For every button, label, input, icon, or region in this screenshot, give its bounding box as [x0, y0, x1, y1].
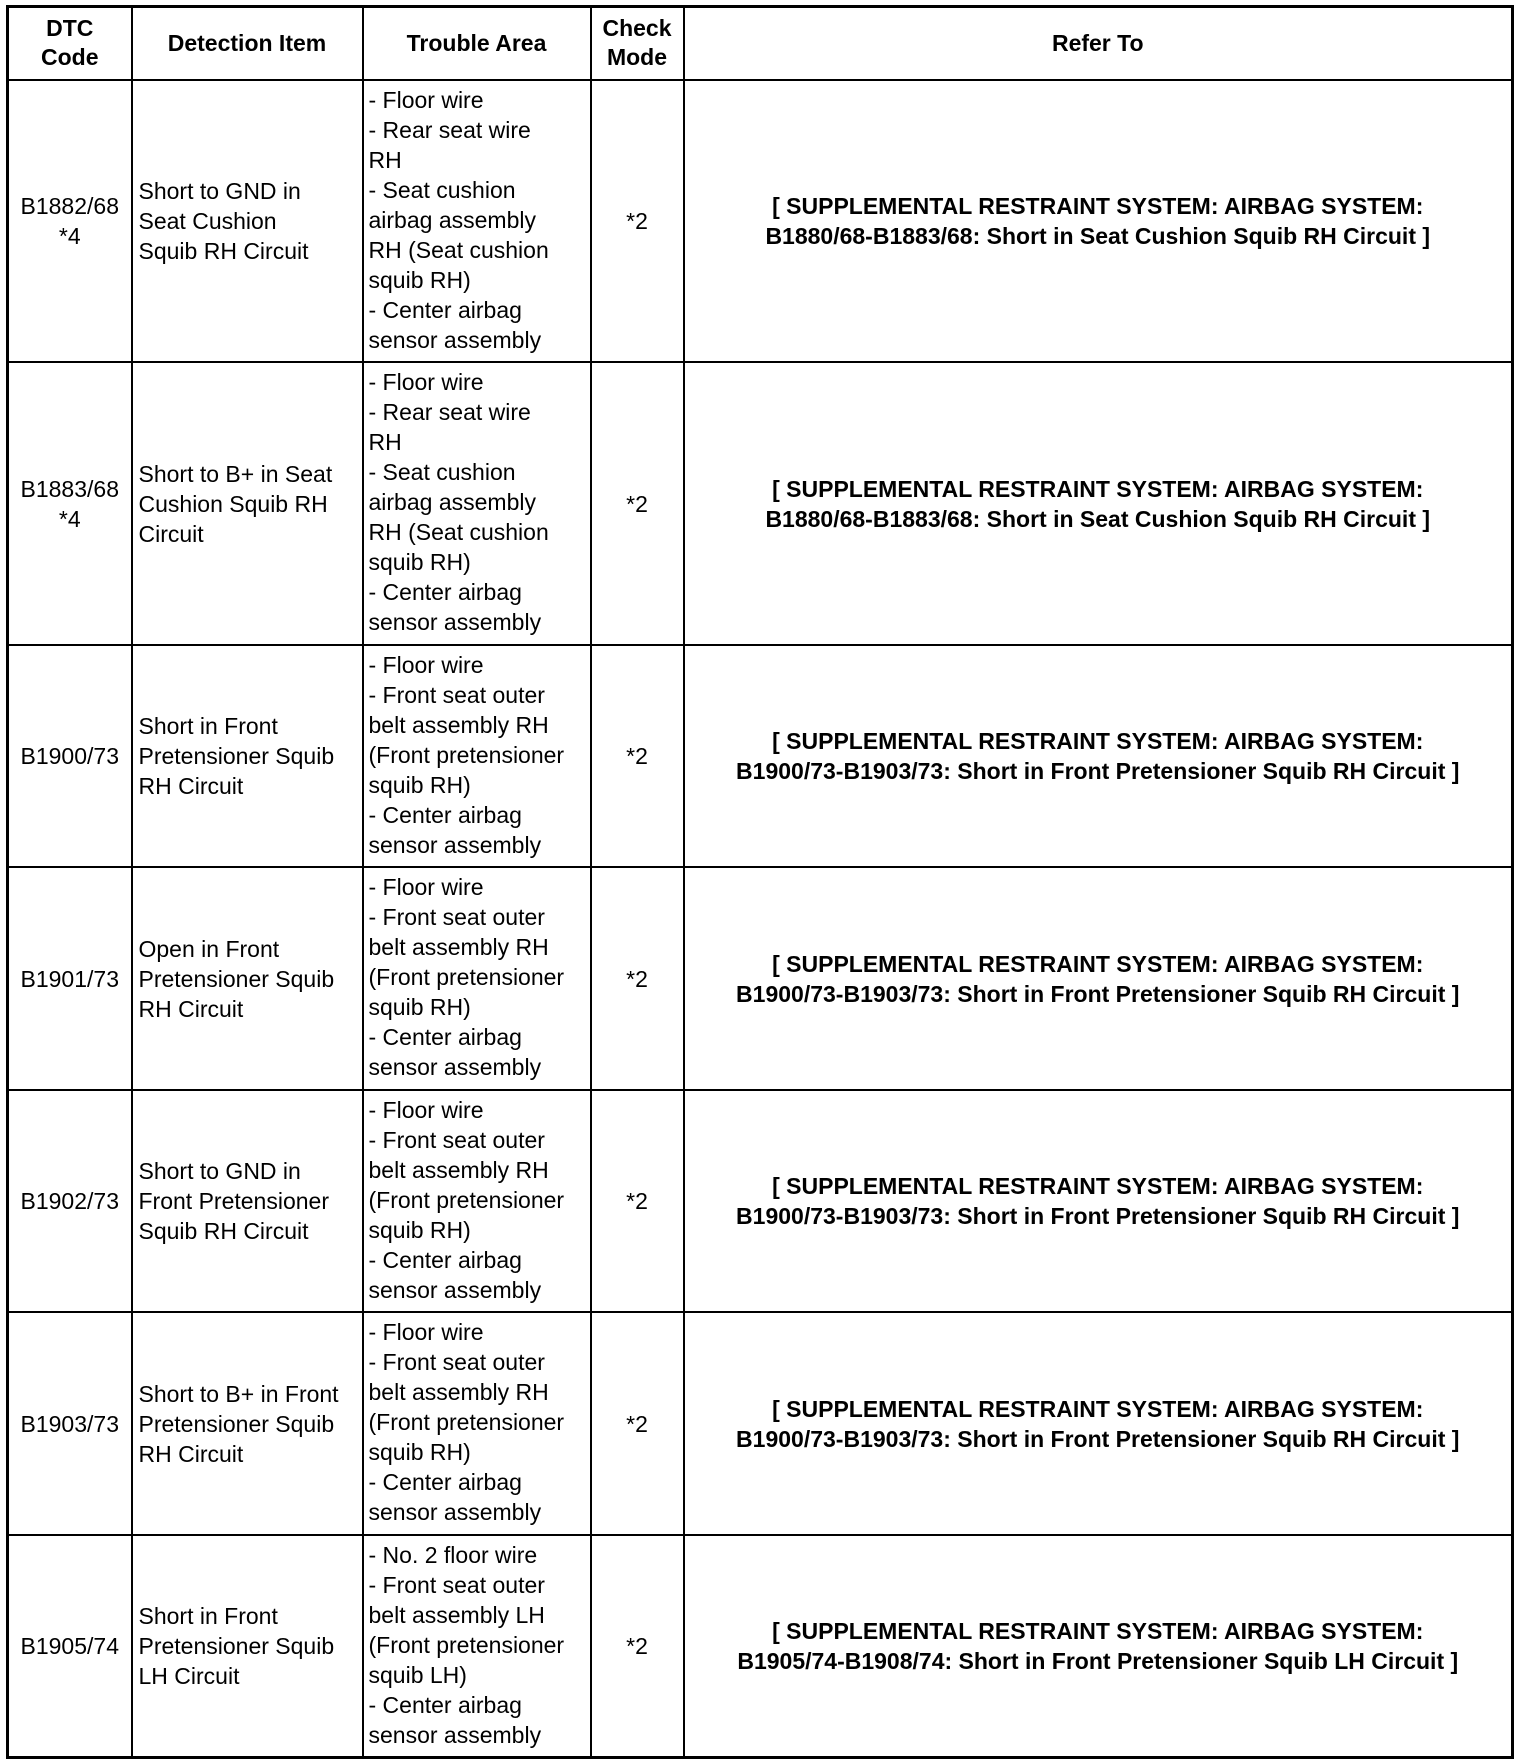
- detection-item-line: Short to B+ in Seat: [138, 460, 333, 487]
- detection-item-line: Pretensioner Squib: [138, 1410, 335, 1437]
- refer-to-line: B1880/68-B1883/68: Short in Seat Cushion Squib RH Circuit ]: [765, 505, 1431, 532]
- trouble-area-line: sensor assembly: [368, 326, 542, 353]
- trouble-area-line: belt assembly LH: [368, 1601, 545, 1628]
- trouble-area-line: - Center airbag: [368, 1691, 522, 1718]
- dtc-code-note: *4: [58, 505, 81, 532]
- trouble-area-line: - No. 2 floor wire: [368, 1541, 538, 1568]
- trouble-area-line: - Center airbag: [368, 296, 522, 323]
- dtc-code-cell: [8, 867, 132, 1090]
- trouble-area-line: - Floor wire: [368, 86, 484, 113]
- trouble-area-line: - Center airbag: [368, 801, 522, 828]
- trouble-area-line: - Center airbag: [368, 579, 522, 606]
- trouble-area-line: - Front seat outer: [368, 1126, 545, 1153]
- check-mode-cell: *2: [591, 867, 684, 1090]
- detection-item-line: RH Circuit: [138, 773, 244, 800]
- dtc-code: B1902/73: [20, 1188, 119, 1215]
- trouble-area-line: - Floor wire: [368, 369, 484, 396]
- trouble-area-line: - Center airbag: [368, 1469, 522, 1496]
- trouble-area-line: - Center airbag: [368, 1246, 522, 1273]
- trouble-area-cell: [363, 645, 591, 868]
- check-mode-cell: *2: [591, 80, 684, 363]
- dtc-code: B1883/68: [20, 475, 119, 502]
- refer-to-cell: [684, 1312, 1513, 1535]
- dtc-code: B1901/73: [20, 965, 119, 992]
- trouble-area-line: sensor assembly: [368, 1721, 542, 1748]
- trouble-area-line: - Floor wire: [368, 1096, 484, 1123]
- trouble-area-line: RH (Seat cushion: [368, 236, 549, 263]
- dtc-code: B1900/73: [20, 743, 119, 770]
- detection-item-line: Front Pretensioner: [138, 1188, 329, 1215]
- trouble-area-line: - Front seat outer: [368, 1571, 545, 1598]
- trouble-area-line: RH (Seat cushion: [368, 519, 549, 546]
- trouble-area-line: - Seat cushion: [368, 459, 516, 486]
- trouble-area-line: (Front pretensioner: [368, 1409, 565, 1436]
- trouble-area-line: squib RH): [368, 771, 471, 798]
- detection-item-line: Squib RH Circuit: [138, 237, 309, 264]
- trouble-area-line: belt assembly RH: [368, 1379, 549, 1406]
- refer-to-cell: [684, 645, 1513, 868]
- refer-to-cell: [684, 867, 1513, 1090]
- refer-to-line: [ SUPPLEMENTAL RESTRAINT SYSTEM: AIRBAG SYSTEM:: [772, 728, 1424, 755]
- trouble-area-line: squib RH): [368, 1216, 471, 1243]
- trouble-area-line: - Front seat outer: [368, 1349, 545, 1376]
- table-row: [8, 1535, 1513, 1758]
- detection-item-line: Pretensioner Squib: [138, 743, 335, 770]
- table-row: [8, 867, 1513, 1090]
- header-trouble-area: Trouble Area: [363, 7, 591, 80]
- trouble-area-cell: [363, 362, 591, 645]
- dtc-table: [6, 5, 1514, 1759]
- dtc-code: B1882/68: [20, 192, 119, 219]
- trouble-area-line: - Floor wire: [368, 874, 484, 901]
- trouble-area-cell: [363, 867, 591, 1090]
- detection-item-line: Pretensioner Squib: [138, 1632, 335, 1659]
- trouble-area-line: squib RH): [368, 266, 471, 293]
- detection-item-line: Short in Front: [138, 1602, 278, 1629]
- trouble-area-line: squib LH): [368, 1661, 467, 1688]
- trouble-area-line: (Front pretensioner: [368, 741, 565, 768]
- detection-item-line: Short to B+ in Front: [138, 1380, 339, 1407]
- table-row: [8, 80, 1513, 363]
- trouble-area-line: sensor assembly: [368, 609, 542, 636]
- detection-item-cell: [132, 362, 363, 645]
- refer-to-line: [ SUPPLEMENTAL RESTRAINT SYSTEM: AIRBAG SYSTEM:: [772, 1173, 1424, 1200]
- refer-to-line: [ SUPPLEMENTAL RESTRAINT SYSTEM: AIRBAG SYSTEM:: [772, 1617, 1424, 1644]
- trouble-area-line: RH: [368, 429, 402, 456]
- detection-item-line: Short to GND in: [138, 177, 301, 204]
- dtc-code: B1905/74: [20, 1632, 119, 1659]
- trouble-area-line: - Floor wire: [368, 651, 484, 678]
- detection-item-cell: [132, 1312, 363, 1535]
- detection-item-cell: [132, 645, 363, 868]
- trouble-area-line: squib RH): [368, 549, 471, 576]
- detection-item-cell: [132, 80, 363, 363]
- table-row: [8, 362, 1513, 645]
- header-check-mode: Check Mode: [591, 7, 684, 80]
- refer-to-line: B1880/68-B1883/68: Short in Seat Cushion Squib RH Circuit ]: [765, 222, 1431, 249]
- table-body: [8, 80, 1513, 1758]
- trouble-area-cell: [363, 80, 591, 363]
- refer-to-cell: [684, 362, 1513, 645]
- detection-item-line: Short in Front: [138, 713, 278, 740]
- detection-item-line: Seat Cushion: [138, 207, 277, 234]
- refer-to-line: [ SUPPLEMENTAL RESTRAINT SYSTEM: AIRBAG SYSTEM:: [772, 1395, 1424, 1422]
- refer-to-line: B1900/73-B1903/73: Short in Front Pretensioner Squib RH Circuit ]: [736, 1203, 1460, 1230]
- trouble-area-line: - Seat cushion: [368, 176, 516, 203]
- dtc-code-cell: [8, 1312, 132, 1535]
- trouble-area-line: squib RH): [368, 994, 471, 1021]
- header-refer-to: Refer To: [684, 7, 1513, 80]
- header-detection-item: Detection Item: [132, 7, 363, 80]
- check-mode-cell: *2: [591, 1535, 684, 1758]
- trouble-area-line: (Front pretensioner: [368, 1186, 565, 1213]
- trouble-area-line: - Front seat outer: [368, 681, 545, 708]
- dtc-code-cell: [8, 362, 132, 645]
- trouble-area-cell: [363, 1312, 591, 1535]
- check-mode-cell: *2: [591, 1312, 684, 1535]
- trouble-area-line: airbag assembly: [368, 489, 536, 516]
- table-row: [8, 645, 1513, 868]
- detection-item-cell: [132, 867, 363, 1090]
- refer-to-cell: [684, 80, 1513, 363]
- detection-item-line: LH Circuit: [138, 1662, 240, 1689]
- trouble-area-line: squib RH): [368, 1439, 471, 1466]
- trouble-area-line: - Center airbag: [368, 1024, 522, 1051]
- detection-item-line: Circuit: [138, 520, 204, 547]
- refer-to-line: B1900/73-B1903/73: Short in Front Pretensioner Squib RH Circuit ]: [736, 980, 1460, 1007]
- trouble-area-line: airbag assembly: [368, 206, 536, 233]
- detection-item-line: Open in Front: [138, 935, 280, 962]
- trouble-area-line: sensor assembly: [368, 1499, 542, 1526]
- trouble-area-line: sensor assembly: [368, 1054, 542, 1081]
- check-mode-cell: *2: [591, 645, 684, 868]
- trouble-area-line: - Front seat outer: [368, 904, 545, 931]
- refer-to-line: [ SUPPLEMENTAL RESTRAINT SYSTEM: AIRBAG SYSTEM:: [772, 950, 1424, 977]
- trouble-area-line: belt assembly RH: [368, 934, 549, 961]
- dtc-code-cell: [8, 1535, 132, 1758]
- refer-to-cell: [684, 1535, 1513, 1758]
- detection-item-cell: [132, 1090, 363, 1313]
- trouble-area-line: sensor assembly: [368, 1276, 542, 1303]
- header-dtc-code: DTC Code: [8, 7, 132, 80]
- detection-item-line: Short to GND in: [138, 1158, 301, 1185]
- trouble-area-line: sensor assembly: [368, 831, 542, 858]
- trouble-area-line: belt assembly RH: [368, 1156, 549, 1183]
- trouble-area-cell: [363, 1090, 591, 1313]
- trouble-area-line: RH: [368, 146, 402, 173]
- dtc-code: B1903/73: [20, 1410, 119, 1437]
- trouble-area-line: belt assembly RH: [368, 711, 549, 738]
- refer-to-line: B1900/73-B1903/73: Short in Front Pretensioner Squib RH Circuit ]: [736, 758, 1460, 785]
- table-row: [8, 1090, 1513, 1313]
- refer-to-cell: [684, 1090, 1513, 1313]
- dtc-code-cell: [8, 80, 132, 363]
- refer-to-line: [ SUPPLEMENTAL RESTRAINT SYSTEM: AIRBAG SYSTEM:: [772, 475, 1424, 502]
- table-row: [8, 1312, 1513, 1535]
- dtc-code-cell: [8, 1090, 132, 1313]
- refer-to-line: B1905/74-B1908/74: Short in Front Pretensioner Squib LH Circuit ]: [737, 1647, 1459, 1674]
- detection-item-line: RH Circuit: [138, 1440, 244, 1467]
- detection-item-line: Squib RH Circuit: [138, 1218, 309, 1245]
- detection-item-line: Cushion Squib RH: [138, 490, 328, 517]
- check-mode-cell: *2: [591, 1090, 684, 1313]
- trouble-area-line: - Floor wire: [368, 1319, 484, 1346]
- detection-item-cell: [132, 1535, 363, 1758]
- trouble-area-cell: [363, 1535, 591, 1758]
- trouble-area-line: (Front pretensioner: [368, 964, 565, 991]
- trouble-area-line: - Rear seat wire: [368, 116, 531, 143]
- refer-to-line: [ SUPPLEMENTAL RESTRAINT SYSTEM: AIRBAG SYSTEM:: [772, 192, 1424, 219]
- detection-item-line: RH Circuit: [138, 995, 244, 1022]
- dtc-code-cell: [8, 645, 132, 868]
- dtc-table-document: [6, 5, 1511, 1759]
- trouble-area-line: (Front pretensioner: [368, 1631, 565, 1658]
- detection-item-line: Pretensioner Squib: [138, 965, 335, 992]
- header-row: [8, 7, 1513, 80]
- check-mode-cell: *2: [591, 362, 684, 645]
- refer-to-line: B1900/73-B1903/73: Short in Front Pretensioner Squib RH Circuit ]: [736, 1425, 1460, 1452]
- trouble-area-line: - Rear seat wire: [368, 399, 531, 426]
- dtc-code-note: *4: [58, 222, 81, 249]
